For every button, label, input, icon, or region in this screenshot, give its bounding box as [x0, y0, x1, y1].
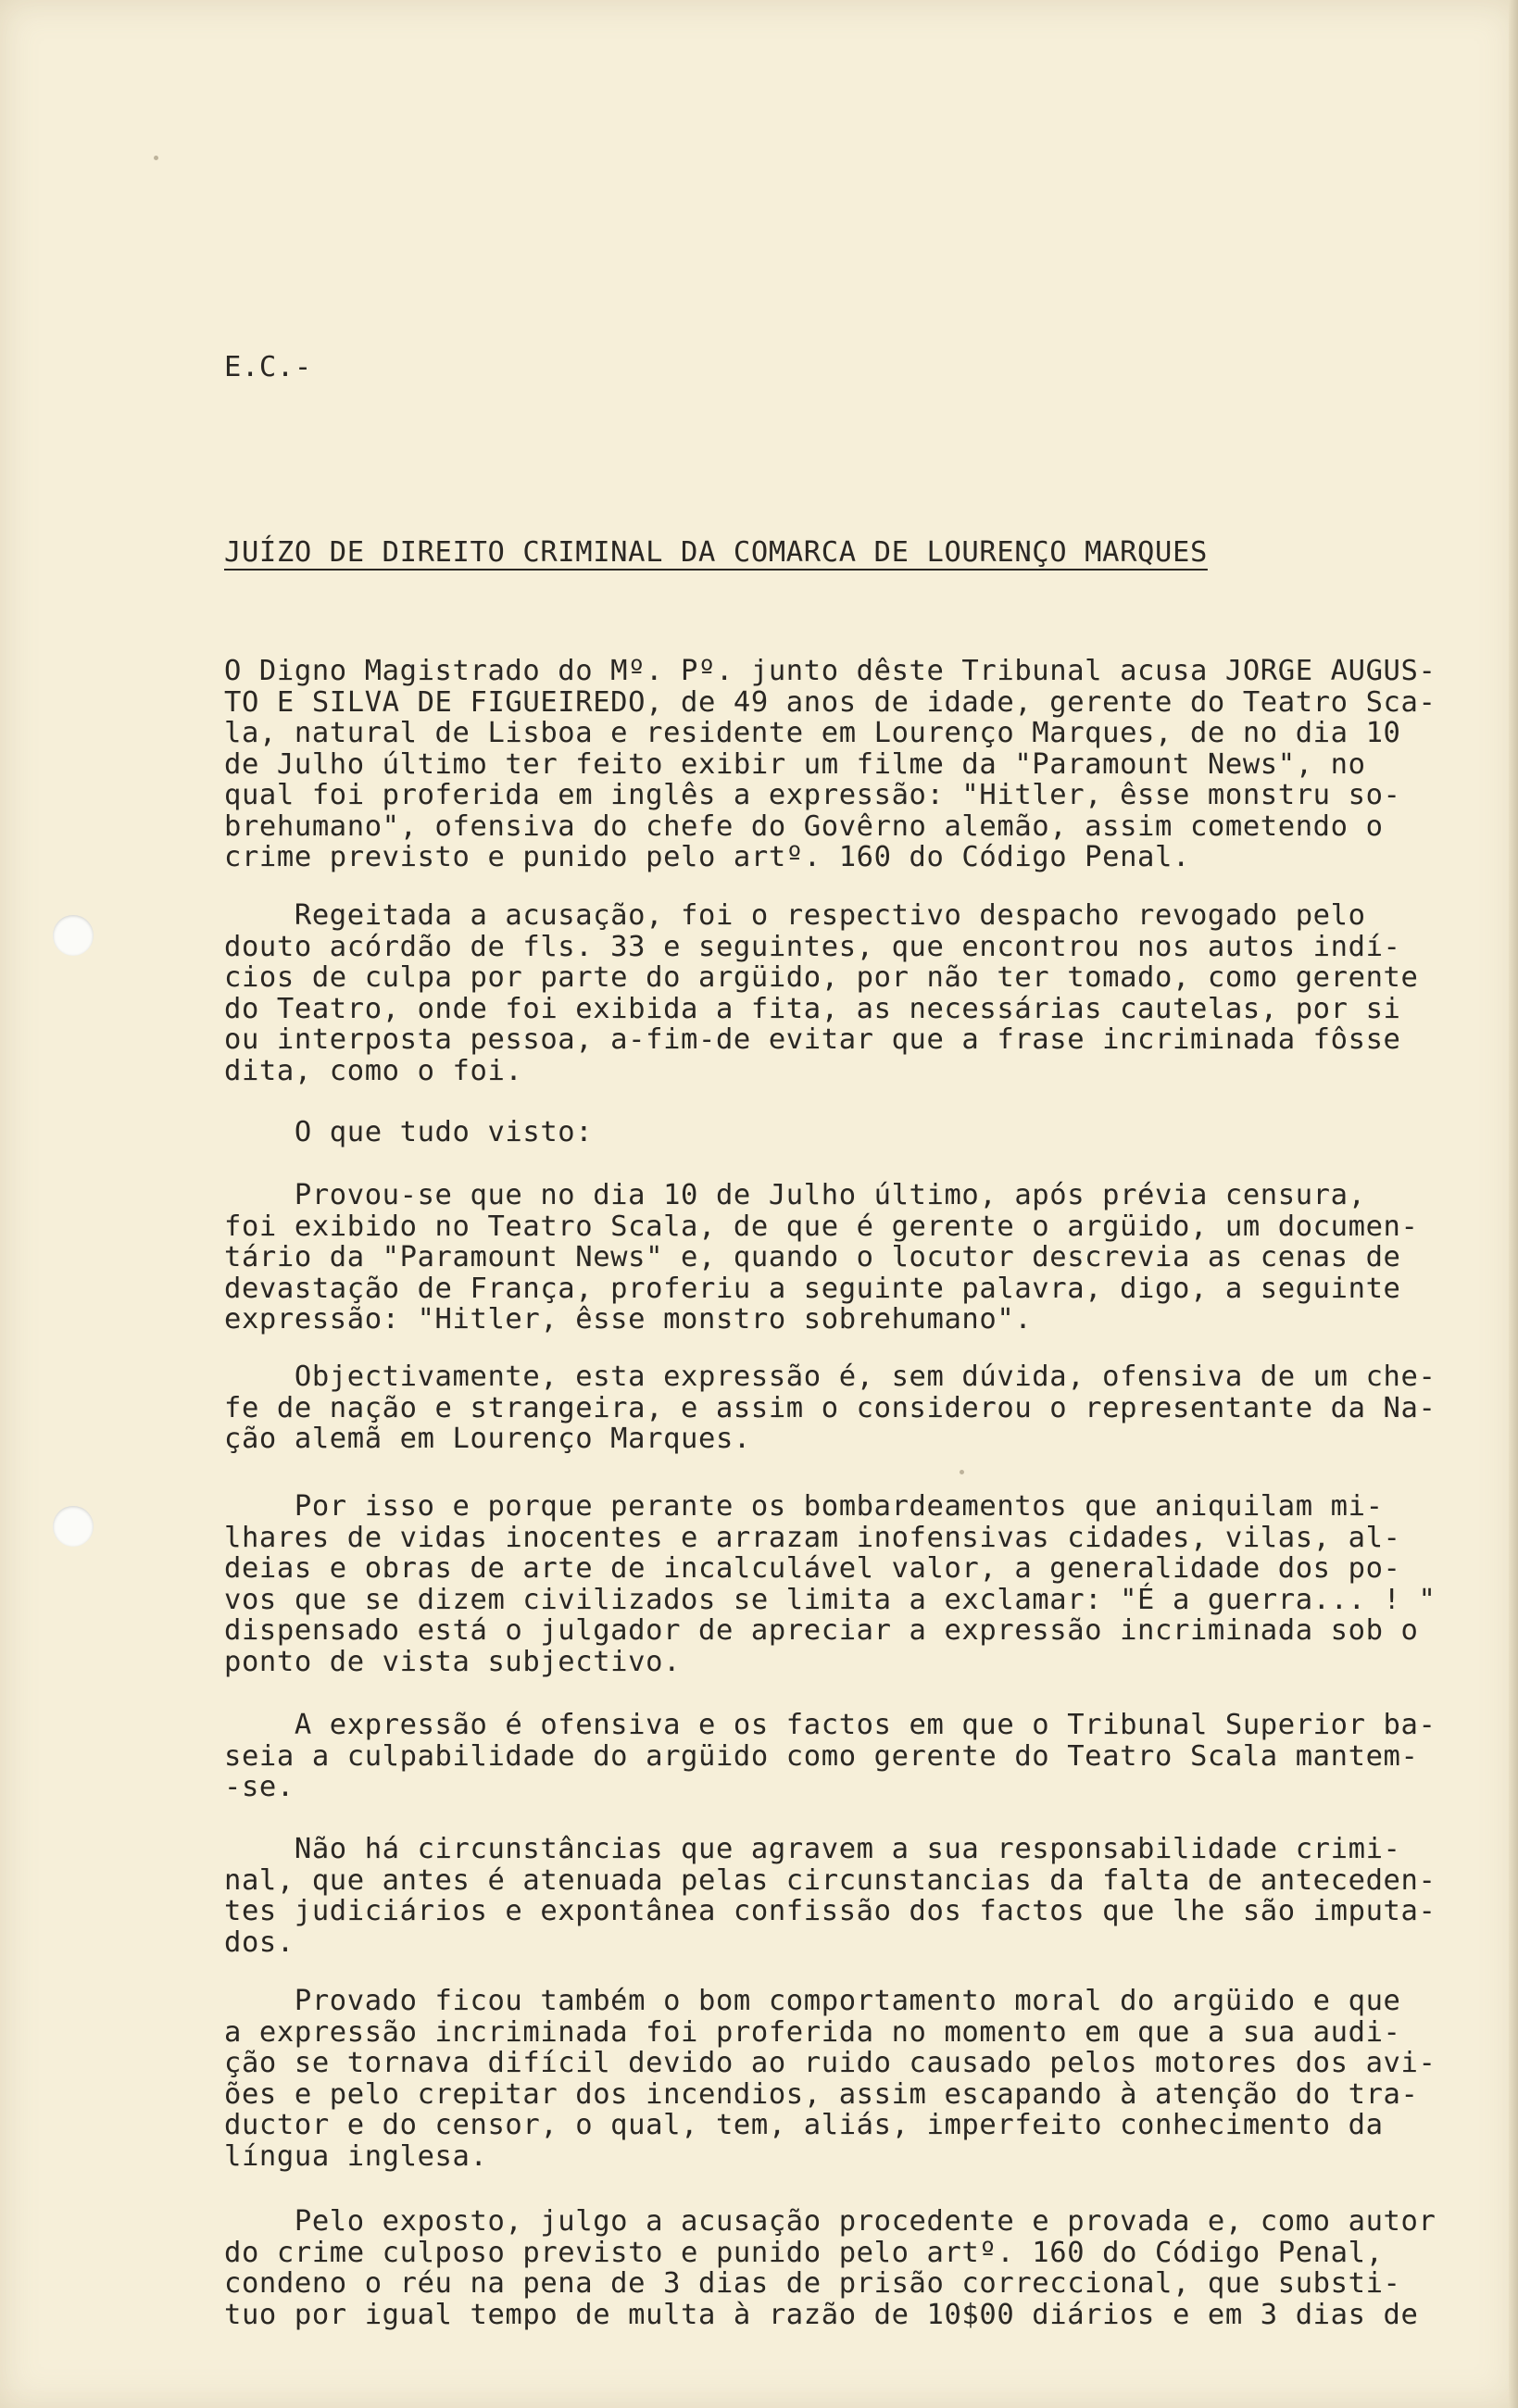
paragraph [224, 900, 1502, 1086]
text-line: devastação de França, proferiu a seguinte palavra, digo, a seguinte [224, 1272, 1401, 1305]
text-line: Não há circunstâncias que agravem a sua responsabilidade crimi- [224, 1833, 1401, 1865]
text-line: brehumano", ofensiva do chefe do Govêrno alemão, assim cometendo o [224, 809, 1384, 843]
paragraph [224, 1834, 1502, 1958]
text-line: crime previsto e punido pelo artº. 160 do Código Penal. [224, 841, 1190, 873]
paper-speck [960, 1470, 964, 1474]
text-line: a expressão incriminada foi proferida no momento em que a sua audi- [224, 2015, 1401, 2049]
text-line: Provado ficou também o bom comportamento moral do argüido e que [224, 1985, 1401, 2017]
text-line: tes judiciários e expontânea confissão dos factos que lhe são imputa- [224, 1895, 1436, 1927]
punch-hole-top [53, 915, 94, 956]
text-line: ção alemã em Lourenço Marques. [224, 1423, 751, 1455]
text-line: ductor e do censor, o qual, tem, aliás, imperfeito conhecimento da [224, 2109, 1384, 2141]
text-line: A expressão é ofensiva e os factos em que o Tribunal Superior ba- [224, 1709, 1436, 1741]
text-line: O Digno Magistrado do Mº. Pº. junto dêste Tribunal acusa JORGE AUGUS- [224, 655, 1436, 687]
paragraph [224, 656, 1502, 873]
text-line: la, natural de Lisboa e residente em Lourenço Marques, de no dia 10 [224, 717, 1401, 749]
text-line: Objectivamente, esta expressão é, sem dúvida, ofensiva de um che- [224, 1361, 1436, 1393]
text-line: ponto de vista subjectivo. [224, 1645, 682, 1678]
text-line: do Teatro, onde foi exibida a fita, as necessárias cautelas, por si [224, 992, 1401, 1025]
text-line: dispensado está o julgador de apreciar a expressão incriminada sob o [224, 1614, 1419, 1647]
paragraph [224, 1117, 1502, 1148]
text-line: de Julho último ter feito exibir um filme da "Paramount News", no [224, 747, 1366, 781]
text-line: tuo por igual tempo de multa à razão de 10$00 diários e em 3 dias de [224, 2298, 1419, 2331]
text-line: condeno o réu na pena de 3 dias de prisão correccional, que substi- [224, 2267, 1401, 2300]
text-line: O que tudo visto: [224, 1116, 594, 1148]
text-line: Por isso e porque perante os bombardeamentos que aniquilam mi- [224, 1490, 1384, 1523]
text-line: Provou-se que no dia 10 de Julho último, após prévia censura, [224, 1179, 1366, 1211]
text-line: seia a culpabilidade do argüido como gerente do Teatro Scala mantem- [224, 1739, 1419, 1773]
text-line: ou interposta pessoa, a-fim-de evitar que a frase incriminada fôsse [224, 1023, 1401, 1056]
text-line: ões e pelo crepitar dos incendios, assim escapando à atenção do tra- [224, 2077, 1419, 2111]
text-line: lhares de vidas inocentes e arrazam inofensivas cidades, vilas, al- [224, 1521, 1401, 1554]
text-line: qual foi proferida em inglês a expressão: "Hitler, êsse monstru so- [224, 779, 1401, 811]
text-line: douto acórdão de fls. 33 e seguintes, que encontrou nos autos indí- [224, 930, 1401, 963]
text-line: dos. [224, 1925, 295, 1959]
paragraph [224, 1180, 1502, 1336]
paragraph [224, 1710, 1502, 1803]
text-line: língua inglesa. [224, 2139, 488, 2173]
text-line: fe de nação e strangeira, e assim o considerou o representante da Na- [224, 1391, 1436, 1424]
paragraph [224, 2206, 1502, 2330]
text-line: -se. [224, 1771, 295, 1803]
paragraph [224, 1361, 1502, 1455]
paragraph [224, 1986, 1502, 2172]
paper-edge [1509, 0, 1518, 2408]
text-line: foi exibido no Teatro Scala, de que é gerente o argüido, um documen- [224, 1210, 1419, 1243]
paper-speck [154, 156, 158, 160]
paragraph [224, 1491, 1502, 1677]
text-line: nal, que antes é atenuada pelas circunstancias da falta de anteceden- [224, 1863, 1436, 1897]
text-line: dita, como o foi. [224, 1054, 523, 1087]
text-line: vos que se dizem civilizados se limita a exclamar: "É a guerra... ! " [224, 1583, 1436, 1616]
text-line: do crime culposo previsto e punido pelo artº. 160 do Código Penal, [224, 2236, 1384, 2269]
text-line: tário da "Paramount News" e, quando o locutor descrevia as cenas de [224, 1241, 1401, 1273]
text-line: ção se tornava difícil devido ao ruido causado pelos motores dos avi- [224, 2047, 1436, 2079]
document-reference: E.C.- [224, 351, 312, 383]
punch-hole-bottom [53, 1506, 94, 1547]
court-heading: JUÍZO DE DIREITO CRIMINAL DA COMARCA DE LOURENÇO MARQUES [224, 536, 1208, 569]
text-line: cios de culpa por parte do argüido, por não ter tomado, como gerente [224, 961, 1419, 994]
text-line: deias e obras de arte de incalculável valor, a generalidade dos po- [224, 1552, 1401, 1585]
text-line: expressão: "Hitler, êsse monstro sobrehumano". [224, 1303, 1033, 1336]
text-line: Pelo exposto, julgo a acusação procedente e provada e, como autor [224, 2205, 1436, 2238]
text-line: Regeitada a acusação, foi o respectivo despacho revogado pelo [224, 899, 1366, 932]
text-line: TO E SILVA DE FIGUEIREDO, de 49 anos de idade, gerente do Teatro Sca- [224, 685, 1436, 719]
